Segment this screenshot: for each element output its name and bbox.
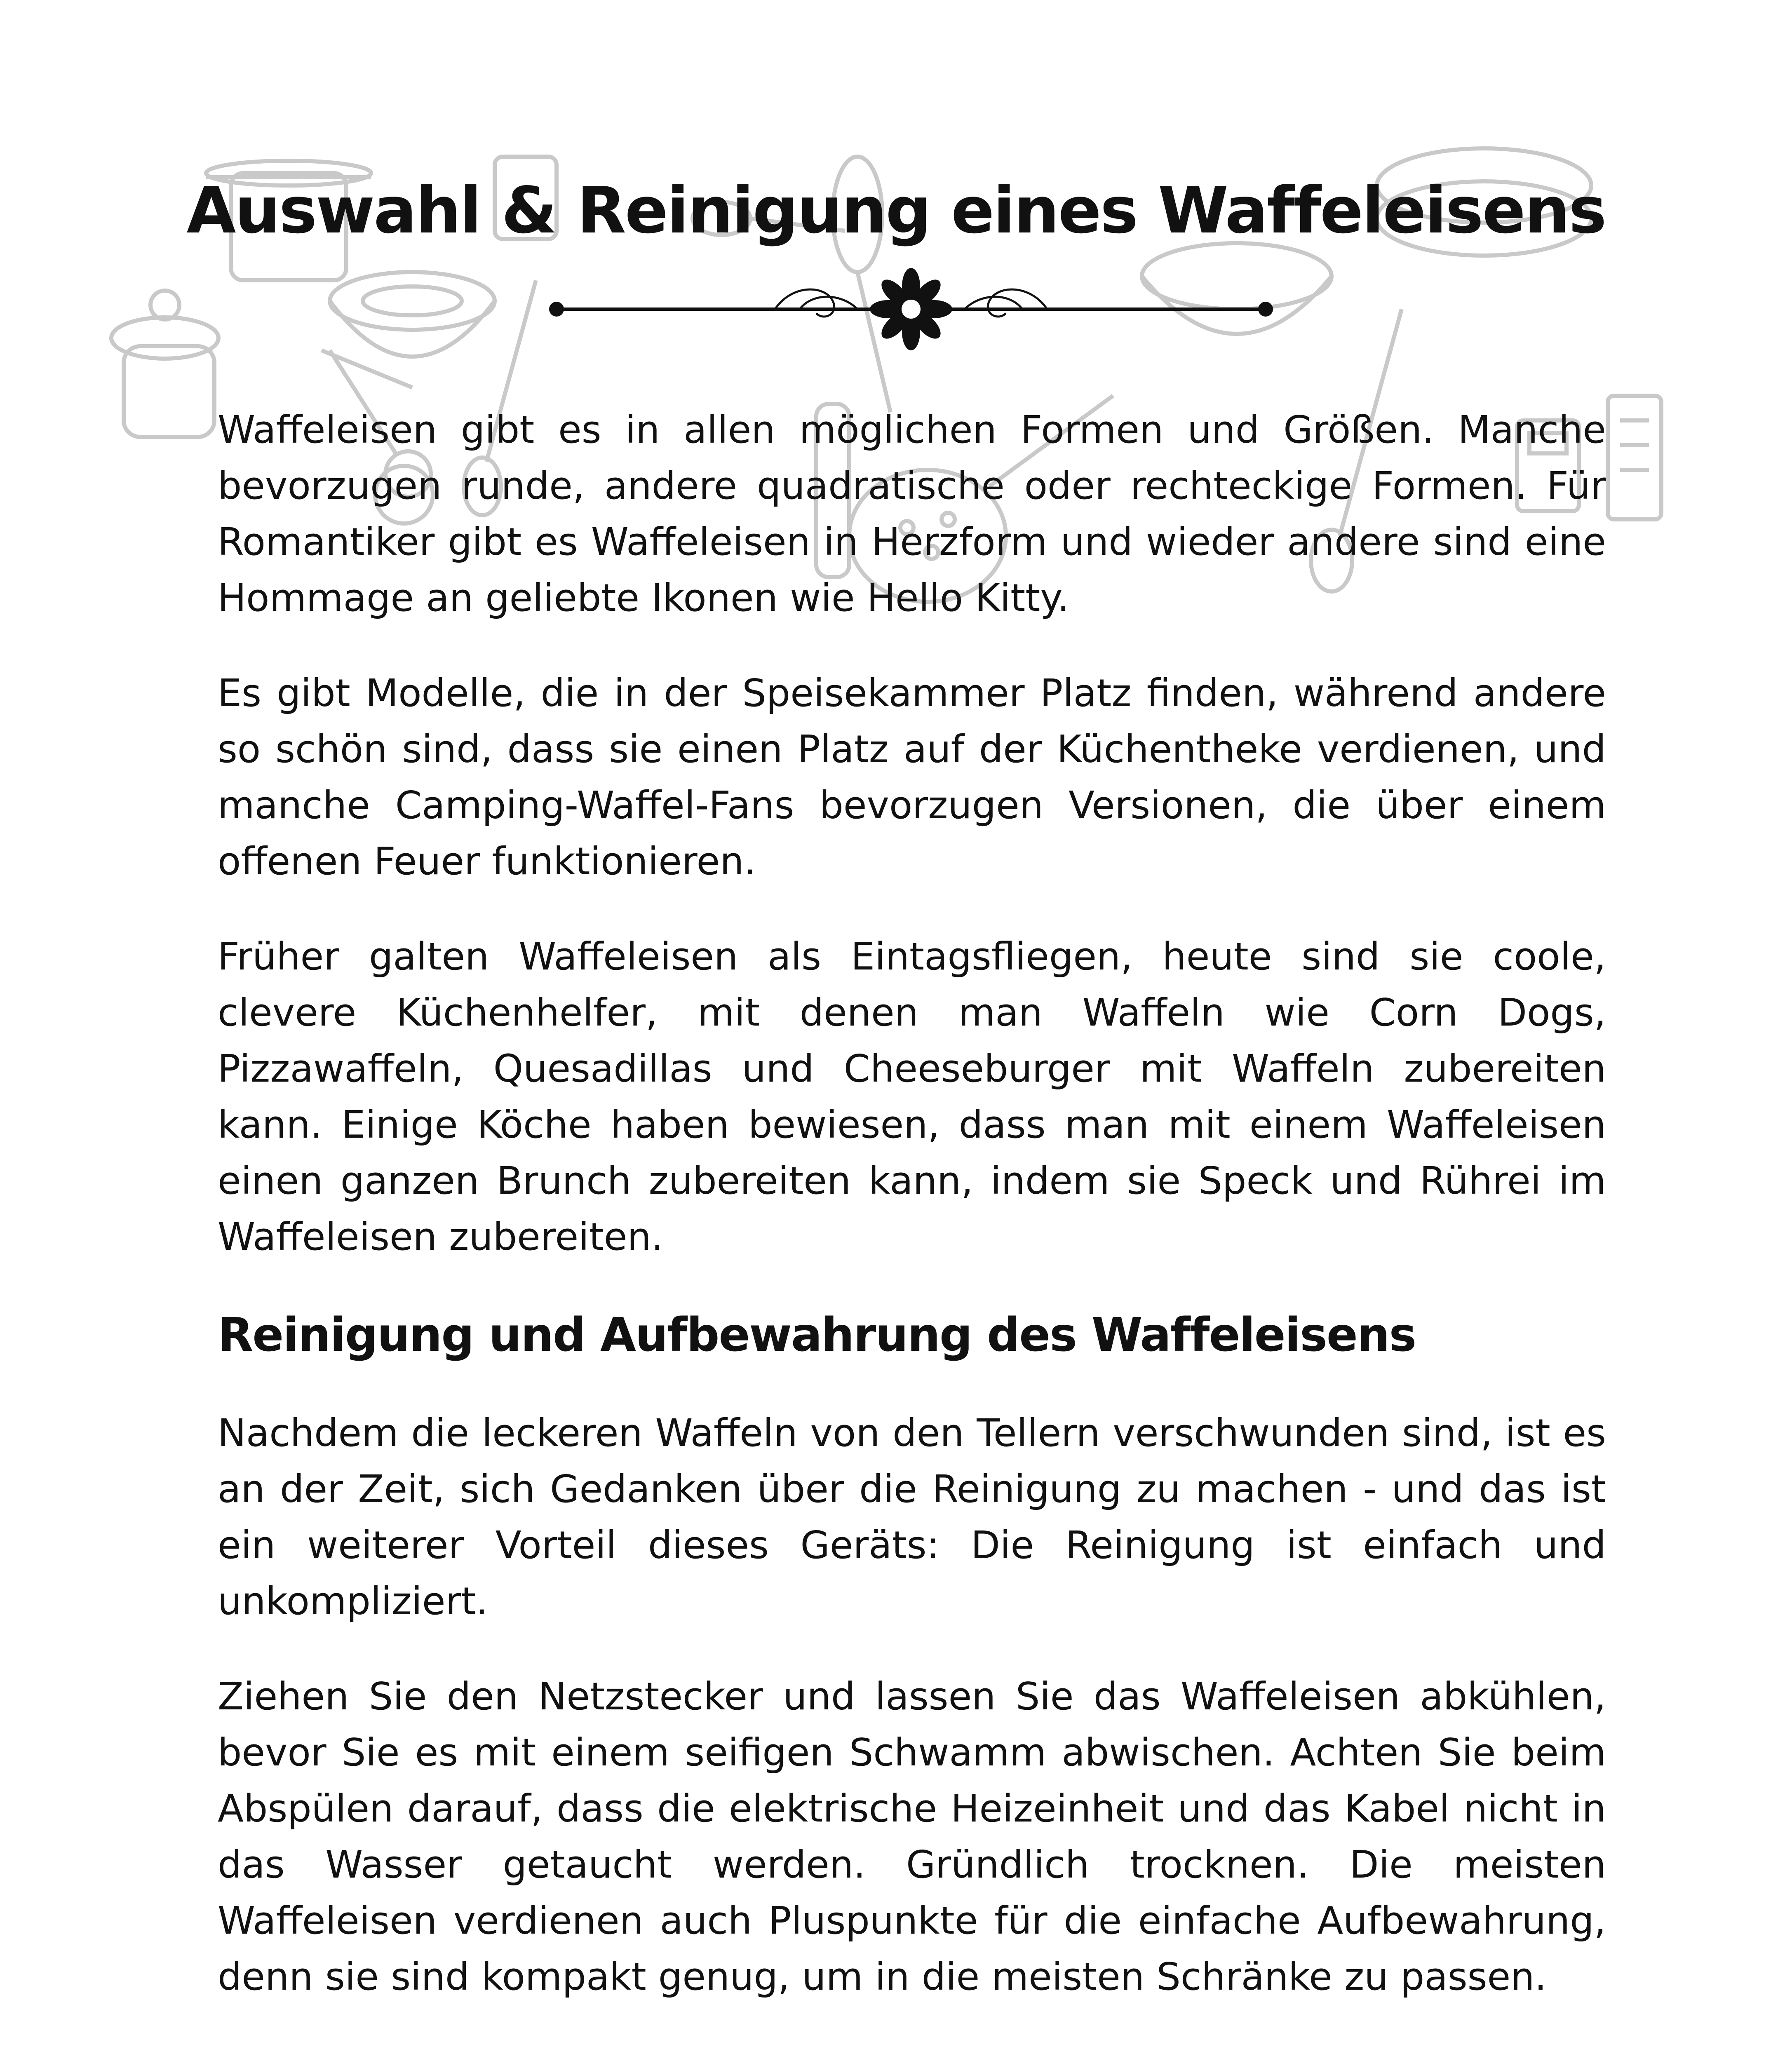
mixing-bowl-icon — [330, 272, 495, 357]
ornamental-divider — [544, 268, 1278, 350]
cooking-pot-icon — [111, 291, 218, 437]
page-content — [218, 402, 1606, 2044]
paragraph-intro-1: Waffeleisen gibt es in allen möglichen Formen und Größen. Manche bevorzugen runde, andere quadratische oder rechteckige Formen. Für Romantiker gibt es Waffeleisen in Herzform und wieder andere sind eine Hommage an geliebte Ikonen wie Hello Kitty. — [218, 408, 1606, 620]
flower-ornament-icon — [870, 268, 952, 350]
paragraph-intro-3: Früher galten Waffeleisen als Eintagsfliegen, heute sind sie coole, clevere Küchenhelfer, mit denen man Waffeln wie Corn Dogs, Pizzawaffeln, Quesadillas und Cheeseburger mit Waffeln zubereiten kann. Einige Köche haben bewiesen, dass man mit einem Waffeleisen einen ganzen Brunch zubereiten kann, indem sie Speck und Rührei im Waffeleisen zubereiten. — [218, 934, 1606, 1259]
grater-icon — [1608, 396, 1661, 519]
page-title: Auswahl & Reinigung eines Waffeleisens — [186, 173, 1606, 248]
section-heading-cleaning: Reinigung und Aufbewahrung des Waffeleisens — [218, 1308, 1416, 1362]
paragraph-cleaning-1: Nachdem die leckeren Waffeln von den Tellern verschwunden sind, ist es an der Zeit, sich Gedanken über die Reinigung zu machen - und das ist ein weiterer Vorteil dieses Geräts: Die Reinigung ist einfach und unkompliziert. — [218, 1411, 1606, 1623]
paragraph-intro-2: Es gibt Modelle, die in der Speisekammer Platz finden, während andere so schön sind, dass sie einen Platz auf der Küchentheke verdienen, und manche Camping-Waffel-Fans bevorzugen Versionen, die über einem offenen Feuer funktionieren. — [218, 671, 1606, 883]
paragraph-cleaning-2: Ziehen Sie den Netzstecker und lassen Sie das Waffeleisen abkühlen, bevor Sie es mit einem seifigen Schwamm abwischen. Achten Sie beim Abspülen darauf, dass die elektrische Heizeinheit und das Kabel nicht in das Wasser getaucht werden. Gründlich trocknen. Die meisten Waffeleisen verdienen auch Pluspunkte für die einfache Aufbewahrung, denn sie sind kompakt genug, um in die meisten Schränke zu passen. — [218, 1674, 1606, 1999]
divider-dot-left — [549, 302, 564, 317]
divider-dot-right — [1258, 302, 1273, 317]
